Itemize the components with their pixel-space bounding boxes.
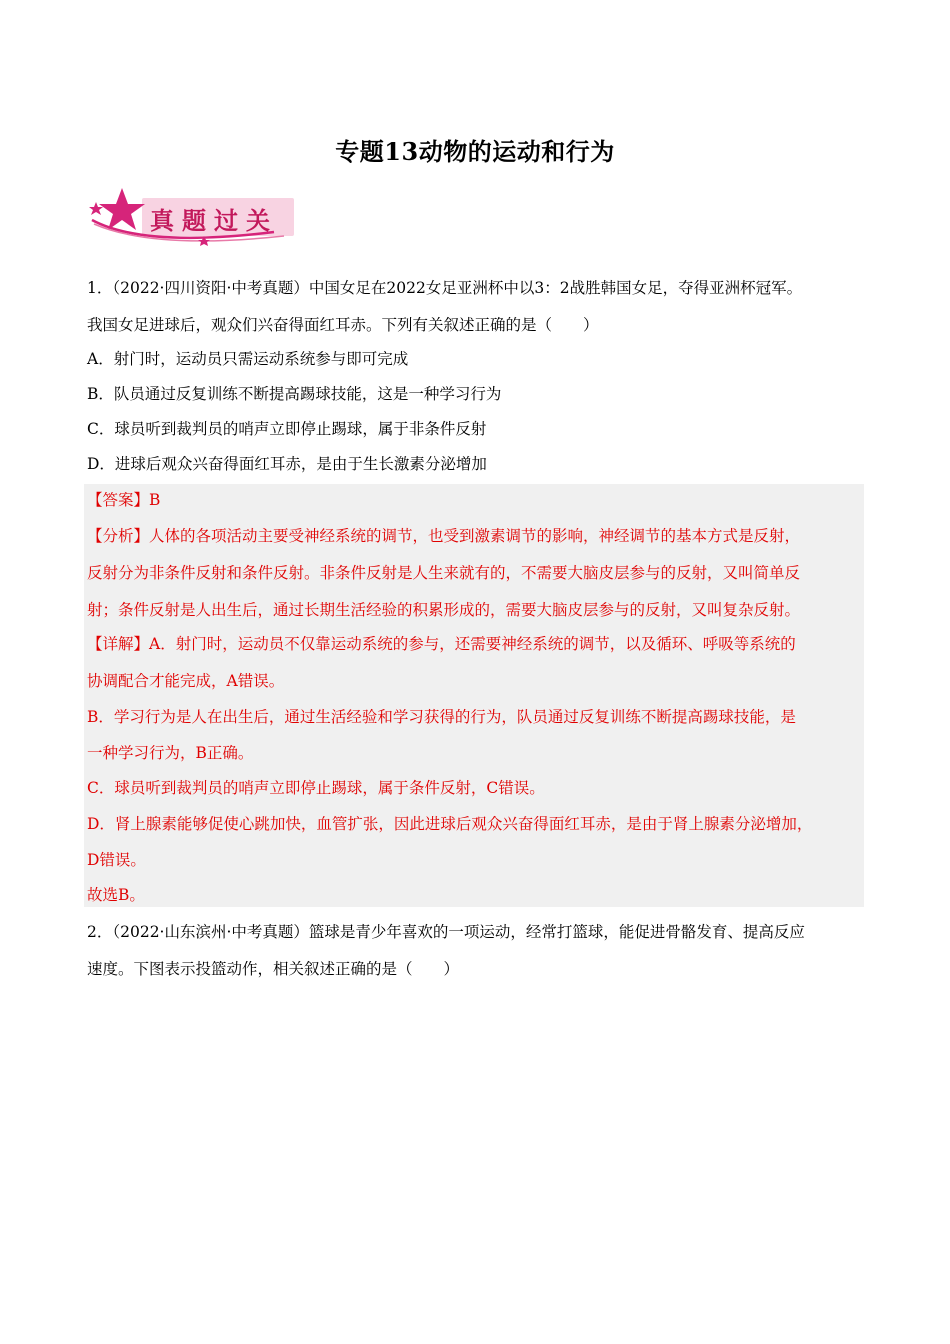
q1-analysis-line2: 反射分为非条件反射和条件反射。非条件反射是人生来就有的，不需要大脑皮层参与的反射，又叫简单反: [87, 564, 801, 582]
q1-stem-line2: 我国女足进球后，观众们兴奋得面红耳赤。下列有关叙述正确的是（ ）: [87, 316, 599, 334]
analysis-tag: 【分析】: [87, 527, 150, 545]
q1-analysis-line3: 射；条件反射是人出生后，通过长期生活经验的积累形成的，需要大脑皮层参与的反射，又叫复杂反射。: [87, 601, 801, 619]
q1-detail-b1: B．学习行为是人在出生后，通过生活经验和学习获得的行为，队员通过反复训练不断提高踢球技能，是: [87, 708, 796, 726]
q2-stem-line1: 2．（2022·山东滨州·中考真题）篮球是青少年喜欢的一项运动，经常打篮球，能促进骨骼发育、提高反应: [87, 923, 805, 941]
q1-detail-d1: D．肾上腺素能够促使心跳加快，血管扩张，因此进球后观众兴奋得面红耳赤，是由于肾上腺素分泌增加，: [87, 815, 813, 833]
section-banner: [84, 186, 300, 248]
q1-option-c: C．球员听到裁判员的哨声立即停止踢球，属于非条件反射: [87, 420, 487, 438]
q1-conclusion: 故选B。: [87, 886, 145, 904]
q2-stem-line2: 速度。下图表示投篮动作，相关叙述正确的是（ ）: [87, 960, 460, 978]
q1-detail-d2: D错误。: [87, 851, 146, 869]
q1-detail-a2: 协调配合才能完成，A错误。: [87, 672, 285, 690]
q1-option-d: D．进球后观众兴奋得面红耳赤，是由于生长激素分泌增加: [87, 455, 487, 473]
detail-text: A．射门时，运动员不仅靠运动系统的参与，还需要神经系统的调节，以及循环、呼吸等系统的: [149, 635, 796, 653]
detail-tag: 【详解】: [87, 635, 150, 653]
q1-stem-line1: 1．（2022·四川资阳·中考真题）中国女足在2022女足亚洲杯中以3：2战胜韩国女足，夺得亚洲杯冠军。: [87, 279, 803, 297]
q1-detail-c: C．球员听到裁判员的哨声立即停止踢球，属于条件反射，C错误。: [87, 779, 545, 797]
q1-detail-a1: [87, 634, 796, 654]
q1-option-b: B．队员通过反复训练不断提高踢球技能，这是一种学习行为: [87, 385, 502, 403]
analysis-text: 人体的各项活动主要受神经系统的调节，也受到激素调节的影响，神经调节的基本方式是反射，: [149, 527, 801, 545]
analysis-box: [84, 484, 864, 907]
q1-answer: [87, 490, 160, 510]
answer-value: B: [149, 491, 161, 509]
q1-analysis-line1: [87, 526, 800, 546]
q1-detail-b2: 一种学习行为，B正确。: [87, 744, 254, 762]
q1-option-a: A．射门时，运动员只需运动系统参与即可完成: [87, 350, 409, 368]
banner-label: 真题过关: [150, 207, 278, 235]
page-title: 专题13动物的运动和行为: [335, 137, 615, 166]
answer-tag: 【答案】: [87, 491, 150, 509]
